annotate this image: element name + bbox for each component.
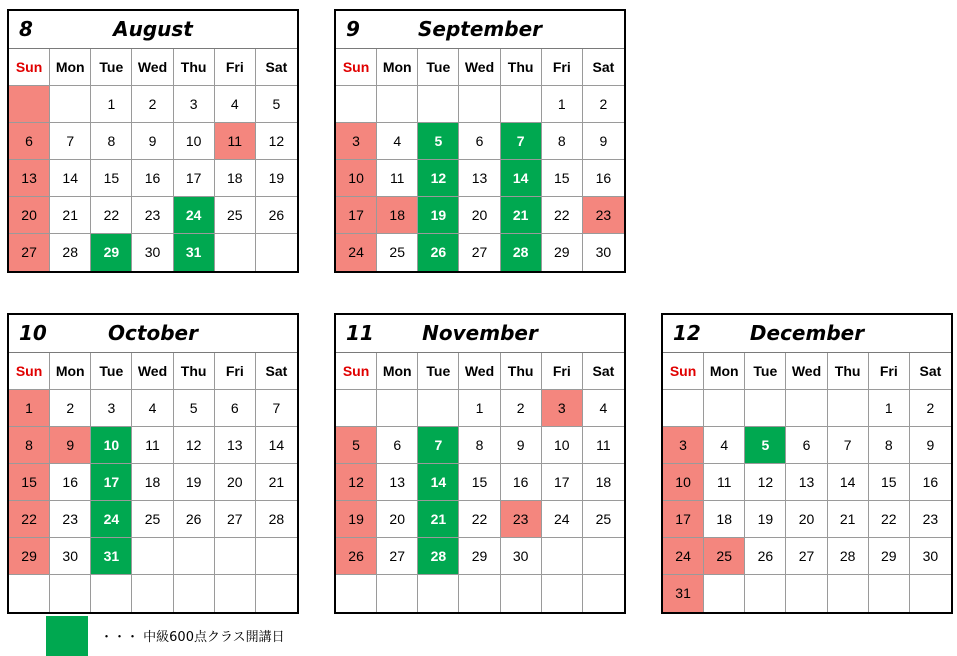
- day-cell: 20: [215, 464, 256, 501]
- day-cell: 27: [459, 234, 500, 271]
- day-cell: 20: [9, 197, 50, 234]
- empty-day-cell: [583, 538, 624, 575]
- day-cell: 18: [704, 501, 745, 538]
- day-cell: 22: [459, 501, 500, 538]
- day-cell: 9: [910, 427, 951, 464]
- day-cell: 20: [786, 501, 827, 538]
- empty-day-cell: [745, 390, 786, 427]
- day-cell: 6: [215, 390, 256, 427]
- weekday-label: Fri: [869, 353, 910, 390]
- day-cell: 8: [9, 427, 50, 464]
- empty-day-cell: [256, 575, 297, 612]
- empty-day-cell: [256, 234, 297, 271]
- day-cell: 12: [174, 427, 215, 464]
- empty-day-cell: [377, 575, 418, 612]
- day-cell: 1: [869, 390, 910, 427]
- day-cell: 12: [418, 160, 459, 197]
- empty-day-cell: [215, 234, 256, 271]
- day-cell: 3: [542, 390, 583, 427]
- empty-day-cell: [786, 575, 827, 612]
- weekday-label: Thu: [501, 353, 542, 390]
- day-cell: 3: [336, 123, 377, 160]
- day-cell: 8: [91, 123, 132, 160]
- day-cell: 28: [50, 234, 91, 271]
- day-cell: 5: [256, 86, 297, 123]
- day-cell: 22: [869, 501, 910, 538]
- weekday-label: Wed: [132, 49, 173, 86]
- day-cell: 20: [459, 197, 500, 234]
- day-cell: 16: [583, 160, 624, 197]
- day-cell: 1: [91, 86, 132, 123]
- day-cell: 4: [704, 427, 745, 464]
- day-cell: 20: [377, 501, 418, 538]
- weekday-label: Wed: [786, 353, 827, 390]
- day-cell: 30: [50, 538, 91, 575]
- empty-day-cell: [704, 575, 745, 612]
- day-cell: 30: [595, 244, 612, 260]
- month-calendar-december: [661, 313, 953, 614]
- day-cell: 25: [583, 501, 624, 538]
- empty-day-cell: [663, 390, 704, 427]
- day-cell: 14: [418, 464, 459, 501]
- day-cell: 22: [91, 197, 132, 234]
- calendar-header: [336, 315, 624, 353]
- empty-day-cell: [215, 575, 256, 612]
- day-cell: 28: [501, 234, 542, 271]
- day-cell: 13: [786, 464, 827, 501]
- empty-day-cell: [745, 575, 786, 612]
- day-cell: 23: [910, 501, 951, 538]
- day-cell: 7: [828, 427, 869, 464]
- day-cell: 3: [91, 390, 132, 427]
- empty-day-cell: [583, 575, 624, 612]
- weekday-label: Sun: [9, 353, 50, 390]
- empty-day-cell: [377, 86, 418, 123]
- weekday-label: Thu: [828, 353, 869, 390]
- day-cell: 12: [256, 123, 297, 160]
- empty-day-cell: [828, 390, 869, 427]
- day-cell: 1: [9, 390, 50, 427]
- day-cell: 9: [583, 123, 624, 160]
- empty-day-cell: [459, 575, 500, 612]
- day-cell: 24: [542, 501, 583, 538]
- day-cell: 8: [459, 427, 500, 464]
- day-cell: 24: [663, 538, 704, 575]
- day-cell: 17: [663, 501, 704, 538]
- weekday-label: Sun: [336, 49, 377, 86]
- empty-day-cell: [174, 575, 215, 612]
- day-cell: 22: [9, 501, 50, 538]
- day-cell: 10: [542, 427, 583, 464]
- day-cell: 2: [583, 86, 624, 123]
- legend-swatch: [46, 616, 88, 656]
- day-cell: 22: [542, 197, 583, 234]
- day-cell: 14: [828, 464, 869, 501]
- day-cell: 5: [336, 427, 377, 464]
- day-cell: 27: [9, 234, 50, 271]
- day-cell: 27: [377, 538, 418, 575]
- day-cell: 13: [377, 464, 418, 501]
- day-cell: 24: [91, 501, 132, 538]
- month-calendar-september: [334, 9, 626, 273]
- day-cell: 30: [132, 234, 173, 271]
- weekday-label: Sat: [256, 353, 297, 390]
- day-cell: 6: [786, 427, 827, 464]
- month-number: 9: [346, 17, 360, 41]
- day-cell: 7: [50, 123, 91, 160]
- calendar-header: [336, 11, 624, 49]
- empty-day-cell: [704, 390, 745, 427]
- day-cell: 19: [256, 160, 297, 197]
- day-cell: 4: [377, 123, 418, 160]
- empty-day-cell: [910, 575, 951, 612]
- empty-day-cell: [418, 86, 459, 123]
- day-cell: 15: [869, 464, 910, 501]
- month-number: 8: [19, 17, 33, 41]
- empty-day-cell: [9, 575, 50, 612]
- day-cell: 10: [336, 160, 377, 197]
- empty-day-cell: [459, 86, 500, 123]
- empty-day-cell: [174, 538, 215, 575]
- day-cell: 17: [174, 160, 215, 197]
- weekday-label: Tue: [418, 49, 459, 86]
- day-cell: 13: [459, 160, 500, 197]
- empty-day-cell: [542, 538, 583, 575]
- weekday-label: Tue: [91, 49, 132, 86]
- empty-day-cell: [336, 86, 377, 123]
- day-cell: 11: [583, 427, 624, 464]
- month-number: 10: [19, 321, 47, 345]
- day-cell: 25: [132, 501, 173, 538]
- empty-day-cell: [501, 575, 542, 612]
- day-cell: 26: [256, 197, 297, 234]
- calendar-header: [9, 315, 297, 353]
- month-number: 12: [673, 321, 701, 345]
- month-name: December: [749, 321, 865, 345]
- day-cell: 21: [256, 464, 297, 501]
- empty-day-cell: [786, 390, 827, 427]
- day-cell: 21: [828, 501, 869, 538]
- empty-day-cell: [91, 575, 132, 612]
- day-cell: 29: [459, 538, 500, 575]
- day-cell: 14: [256, 427, 297, 464]
- weekday-label: Wed: [459, 353, 500, 390]
- day-cell: 9: [50, 427, 91, 464]
- day-grid: [9, 49, 297, 271]
- day-cell: 25: [377, 234, 418, 271]
- weekday-label: Thu: [174, 353, 215, 390]
- day-cell: 19: [745, 501, 786, 538]
- empty-day-cell: [418, 575, 459, 612]
- empty-day-cell: [256, 538, 297, 575]
- day-grid: [663, 353, 951, 612]
- weekday-label: Fri: [215, 49, 256, 86]
- weekday-label: Mon: [377, 49, 418, 86]
- day-cell: 26: [336, 538, 377, 575]
- month-name: November: [422, 321, 538, 345]
- empty-day-cell: [336, 575, 377, 612]
- day-cell: 25: [215, 197, 256, 234]
- day-cell: 10: [663, 464, 704, 501]
- day-cell: 7: [256, 390, 297, 427]
- day-cell: 24: [174, 197, 215, 234]
- day-cell: 31: [663, 575, 704, 612]
- day-cell: 1: [459, 390, 500, 427]
- day-cell: 5: [745, 427, 786, 464]
- day-cell: 14: [50, 160, 91, 197]
- day-cell: 9: [132, 123, 173, 160]
- weekday-label: Sat: [583, 49, 624, 86]
- weekday-label: Sun: [336, 353, 377, 390]
- weekday-label: Tue: [418, 353, 459, 390]
- day-cell: 25: [704, 538, 745, 575]
- day-cell: 26: [418, 234, 459, 271]
- day-cell: 23: [50, 501, 91, 538]
- day-cell: 17: [91, 464, 132, 501]
- day-cell: 27: [215, 501, 256, 538]
- day-grid: [336, 353, 624, 612]
- weekday-label: Mon: [50, 49, 91, 86]
- day-cell: 18: [377, 197, 418, 234]
- day-cell: 18: [132, 464, 173, 501]
- empty-day-cell: [50, 575, 91, 612]
- day-cell: 21: [50, 197, 91, 234]
- day-cell: 2: [910, 390, 951, 427]
- day-cell: 11: [704, 464, 745, 501]
- day-cell: 31: [91, 538, 132, 575]
- day-cell: 19: [418, 197, 459, 234]
- calendar-header: [9, 11, 297, 49]
- weekday-label: Mon: [50, 353, 91, 390]
- day-cell: 4: [583, 390, 624, 427]
- day-cell: 11: [132, 427, 173, 464]
- weekday-label: Tue: [745, 353, 786, 390]
- day-cell: 13: [215, 427, 256, 464]
- weekday-label: Sat: [910, 353, 951, 390]
- day-cell: 2: [50, 390, 91, 427]
- day-cell: 15: [9, 464, 50, 501]
- day-cell: 30: [910, 538, 951, 575]
- weekday-label: Fri: [215, 353, 256, 390]
- month-name: August: [113, 17, 193, 41]
- day-cell: 16: [501, 464, 542, 501]
- empty-day-cell: [215, 538, 256, 575]
- day-cell: 23: [132, 197, 173, 234]
- day-cell: 6: [459, 123, 500, 160]
- day-cell: 15: [542, 160, 583, 197]
- day-cell: 18: [215, 160, 256, 197]
- weekday-label: Thu: [501, 49, 542, 86]
- day-cell: 28: [256, 501, 297, 538]
- day-cell: 30: [501, 538, 542, 575]
- empty-day-cell: [9, 86, 50, 123]
- empty-day-cell: [418, 390, 459, 427]
- day-cell: 29: [9, 538, 50, 575]
- day-cell: 18: [583, 464, 624, 501]
- weekday-label: Mon: [704, 353, 745, 390]
- day-cell: 15: [91, 160, 132, 197]
- day-grid: [9, 353, 297, 612]
- day-cell: 11: [215, 123, 256, 160]
- empty-day-cell: [869, 575, 910, 612]
- month-name: September: [418, 17, 542, 41]
- month-name: October: [108, 321, 198, 345]
- day-cell: 27: [786, 538, 827, 575]
- day-cell: 28: [828, 538, 869, 575]
- day-cell: 16: [50, 464, 91, 501]
- legend-label: 中級600点クラス開講日: [143, 630, 285, 645]
- day-cell: 17: [542, 464, 583, 501]
- weekday-label: Sun: [663, 353, 704, 390]
- calendar-header: [663, 315, 951, 353]
- day-cell: 2: [132, 86, 173, 123]
- day-cell: 13: [9, 160, 50, 197]
- weekday-label: Fri: [542, 353, 583, 390]
- empty-day-cell: [132, 538, 173, 575]
- day-cell: 11: [377, 160, 418, 197]
- day-cell: 8: [542, 123, 583, 160]
- day-cell: 14: [501, 160, 542, 197]
- empty-day-cell: [501, 86, 542, 123]
- day-cell: 5: [418, 123, 459, 160]
- legend-dots: ・・・: [100, 630, 140, 645]
- day-cell: 6: [377, 427, 418, 464]
- day-cell: 5: [174, 390, 215, 427]
- day-cell: 8: [869, 427, 910, 464]
- empty-day-cell: [542, 575, 583, 612]
- day-cell: 1: [542, 86, 583, 123]
- day-cell: 17: [336, 197, 377, 234]
- month-calendar-october: [7, 313, 299, 614]
- legend: [100, 626, 285, 645]
- day-cell: 16: [132, 160, 173, 197]
- weekday-label: Sat: [256, 49, 297, 86]
- day-cell: 29: [869, 538, 910, 575]
- day-cell: 31: [174, 234, 215, 271]
- day-cell: 2: [501, 390, 542, 427]
- month-calendar-august: [7, 9, 299, 273]
- day-grid: [336, 49, 624, 271]
- day-cell: 3: [663, 427, 704, 464]
- day-cell: 6: [9, 123, 50, 160]
- day-cell: 19: [336, 501, 377, 538]
- day-cell: 12: [336, 464, 377, 501]
- day-cell: 4: [215, 86, 256, 123]
- day-cell: 4: [132, 390, 173, 427]
- day-cell: 26: [174, 501, 215, 538]
- day-cell: 7: [501, 123, 542, 160]
- weekday-label: Wed: [132, 353, 173, 390]
- day-cell: 29: [91, 234, 132, 271]
- month-number: 11: [346, 321, 374, 345]
- day-cell: 26: [745, 538, 786, 575]
- weekday-label: Mon: [377, 353, 418, 390]
- day-cell: 24: [336, 234, 377, 271]
- weekday-label: Sat: [583, 353, 624, 390]
- empty-day-cell: [828, 575, 869, 612]
- month-calendar-november: [334, 313, 626, 614]
- day-cell: 19: [174, 464, 215, 501]
- weekday-label: Wed: [459, 49, 500, 86]
- empty-day-cell: [50, 86, 91, 123]
- day-cell: 10: [91, 427, 132, 464]
- day-cell: 16: [910, 464, 951, 501]
- day-cell: 15: [459, 464, 500, 501]
- day-cell: 21: [418, 501, 459, 538]
- weekday-label: Fri: [542, 49, 583, 86]
- day-cell: 12: [745, 464, 786, 501]
- empty-day-cell: [336, 390, 377, 427]
- day-cell: 28: [418, 538, 459, 575]
- day-cell: 10: [174, 123, 215, 160]
- day-cell: 23: [583, 197, 624, 234]
- weekday-label: Tue: [91, 353, 132, 390]
- day-cell: 29: [542, 234, 583, 271]
- empty-day-cell: [377, 390, 418, 427]
- day-cell: 7: [418, 427, 459, 464]
- empty-day-cell: [132, 575, 173, 612]
- weekday-label: Sun: [9, 49, 50, 86]
- weekday-label: Thu: [174, 49, 215, 86]
- day-cell: 21: [501, 197, 542, 234]
- day-cell: 9: [501, 427, 542, 464]
- day-cell: 23: [501, 501, 542, 538]
- day-cell: 3: [174, 86, 215, 123]
